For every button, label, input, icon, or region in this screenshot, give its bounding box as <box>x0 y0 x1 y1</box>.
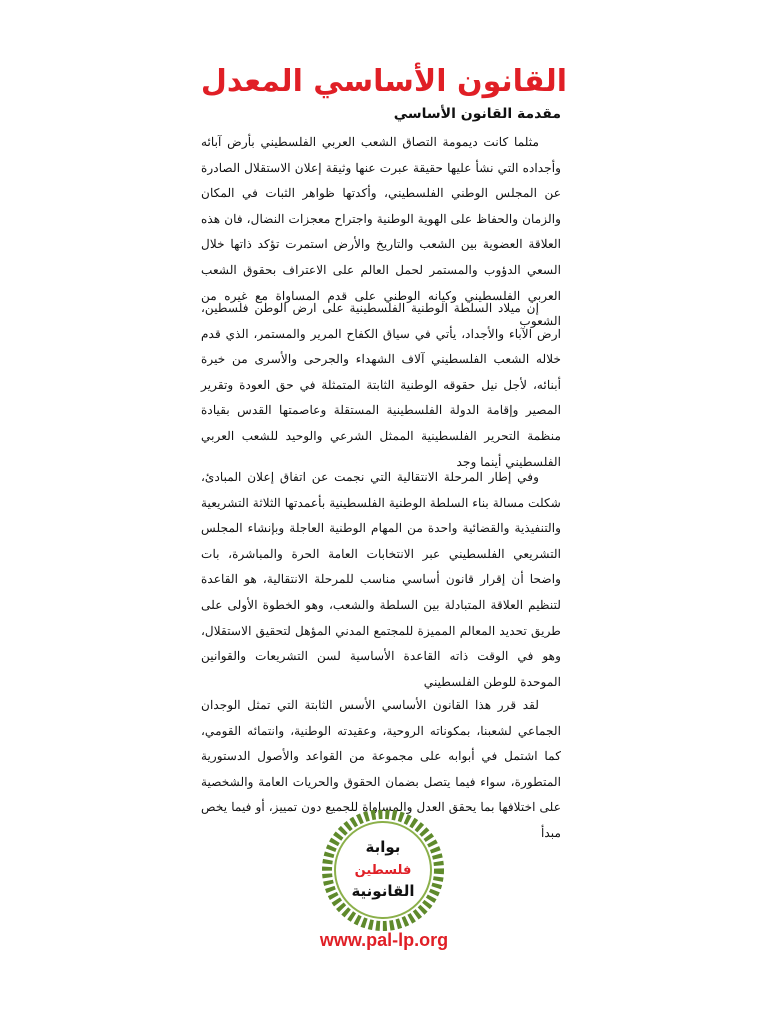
paragraph-2-text: إن ميلاد السلطة الوطنية الفلسطينية على ارض الوطن فلسطين، ارض الآباء والأجداد، يأتي في سياق الكفاح المرير والمستمر، الذي قدم خلاله الشعب الفلسطيني آلاف الشهداء والجرحى والأسرى من خيرة أبنائه، لأجل نيل حقوقه الوطنية الثابتة المتمثلة في حق العودة وتقرير المصير وإقامة الدولة الفلسطينية المستقلة وعاصمتها القدس بقيادة منظمة التحرير الفلسطينية الممثل الشرعي والوحيد للشعب العربي الفلسطيني أينما وجد <box>201 301 561 469</box>
logo-line-1: بوابة <box>365 838 401 856</box>
document-subtitle: مقدمة القانون الأساسي <box>393 106 561 122</box>
paragraph-3 <box>201 465 561 695</box>
palestine-legal-portal-logo <box>313 810 453 1010</box>
logo-line-3: القانونية <box>351 882 415 900</box>
paragraph-1-text: مثلما كانت ديمومة التصاق الشعب العربي الفلسطيني بأرض آبائه وأجداده التي نشأ عليها حقيقة عبرت عنها وثيقة إعلان الاستقلال الصادرة عن المجلس الوطني الفلسطيني، وأكدتها ظواهر الثبات في المكان والزمان والحفاظ على الهوية الوطنية واجتراح معجزات النضال، فان هذه العلاقة العضوية بين الشعب والتاريخ والأرض استمرت تؤكد ذاتها خلال السعي الدؤوب والمستمر لحمل العالم على الاعتراف بحقوق الشعب العربي الفلسطيني وكيانه الوطني على قدم المساواة مع غيره من الشعوب <box>201 135 561 329</box>
paragraph-2 <box>201 296 561 475</box>
document-title: القانون الأساسي المعدل <box>200 64 568 99</box>
paragraph-3-text: وفي إطار المرحلة الانتقالية التي نجمت عن اتفاق إعلان المبادئ، شكلت مسالة بناء السلطة الوطنية الفلسطينية بأعمدتها الثلاثة التشريعية والتنفيذية والقضائية واحدة من المهام الوطنية العاجلة وبإنشاء المجلس التشريعي الفلسطيني عبر الانتخابات العامة الحرة والمباشرة، بات واضحا أن إقرار قانون أساسي مناسب للمرحلة الانتقالية، هو القاعدة لتنظيم العلاقة المتبادلة بين السلطة والشعب، وهو الخطوة الأولى على طريق تحديد المعالم المميزة للمجتمع المدني المؤهل لتحقيق الاستقلال، وهو في الوقت ذاته القاعدة الأساسية لسن التشريعات والقوانين الموحدة للوطن الفلسطيني <box>201 470 561 689</box>
logo-line-2: فلسطين <box>354 863 412 878</box>
paragraph-4-text: لقد قرر هذا القانون الأساسي الأسس الثابتة التي تمثل الوجدان الجماعي لشعبنا، بمكوناته الروحية، وعقيدته الوطنية، وانتمائه القومي، كما اشتمل في أبوابه على مجموعة من القواعد والأصول الدستورية المتطورة، سواء فيما يتصل بضمان الحقوق والحريات العامة والشخصية على اختلافها بما يحقق العدل والمساواة للجميع دون تمييز، أو فيما يخص مبدأ <box>201 698 561 840</box>
logo-url: www.pal-lp.org <box>319 930 449 950</box>
